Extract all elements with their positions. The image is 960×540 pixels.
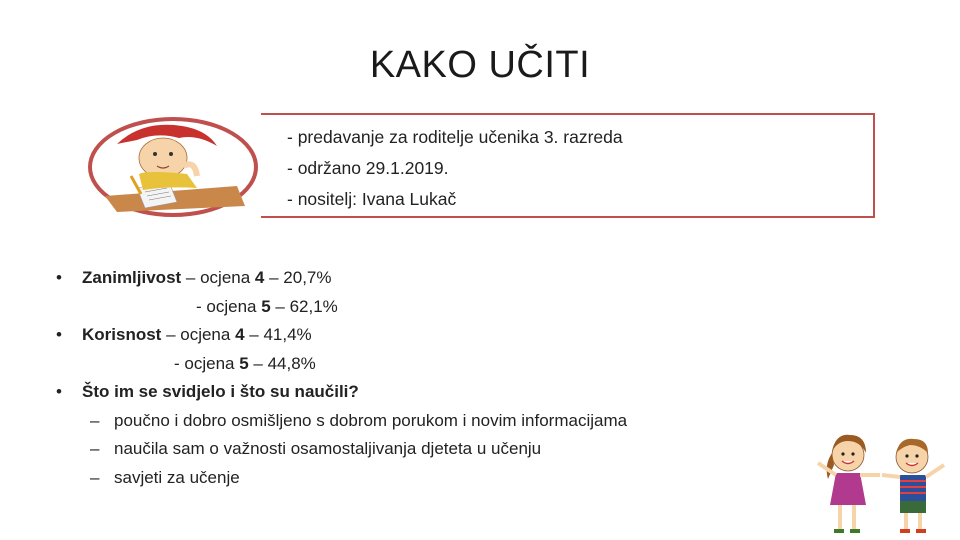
two-kids-illustration bbox=[810, 425, 950, 540]
zanimljivost-row2-text: - ocjena bbox=[196, 296, 262, 316]
info-line-presenter: - nositelj: Ivana Lukač bbox=[287, 189, 457, 209]
korisnost-row1-grade: 4 bbox=[235, 325, 245, 344]
question-heading: Što im se svidjelo i što su naučili? bbox=[82, 382, 359, 401]
zanimljivost-row1-value: – 20,7% bbox=[264, 268, 332, 287]
answer-text: savjeti za učenje bbox=[114, 467, 240, 487]
dash: – bbox=[90, 410, 100, 430]
answer-text: poučno i dobro osmišljeno s dobrom porukom i novim informacijama bbox=[114, 410, 628, 430]
slide-title: KAKO UČITI bbox=[369, 44, 591, 86]
zanimljivost-label: Zanimljivost bbox=[82, 268, 182, 287]
korisnost-row2-text: - ocjena bbox=[174, 353, 240, 373]
info-box bbox=[261, 113, 875, 218]
bullet: • bbox=[56, 268, 62, 287]
zanimljivost-row1-text: – ocjena bbox=[181, 268, 255, 287]
zanimljivost-row2-value: – 62,1% bbox=[270, 296, 338, 316]
korisnost-row1-value: – 41,4% bbox=[244, 325, 312, 344]
korisnost-row2-grade: 5 bbox=[239, 353, 249, 373]
korisnost-row2-value: – 44,8% bbox=[248, 353, 316, 373]
dash: – bbox=[90, 439, 100, 458]
korisnost-label: Korisnost bbox=[82, 325, 162, 344]
info-line-date: - održano 29.1.2019. bbox=[287, 158, 449, 178]
korisnost-row1-text: – ocjena bbox=[161, 325, 236, 344]
zanimljivost-row2-grade: 5 bbox=[261, 296, 271, 316]
info-line-topic: - predavanje za roditelje učenika 3. razreda bbox=[287, 127, 623, 147]
answer-text: naučila sam o važnosti osamostaljivanja djeteta u učenju bbox=[114, 439, 542, 458]
studying-child-illustration bbox=[87, 116, 259, 218]
bullet: • bbox=[56, 382, 62, 401]
bullet: • bbox=[56, 325, 62, 344]
zanimljivost-row1-grade: 4 bbox=[254, 268, 265, 287]
dash: – bbox=[90, 467, 100, 487]
